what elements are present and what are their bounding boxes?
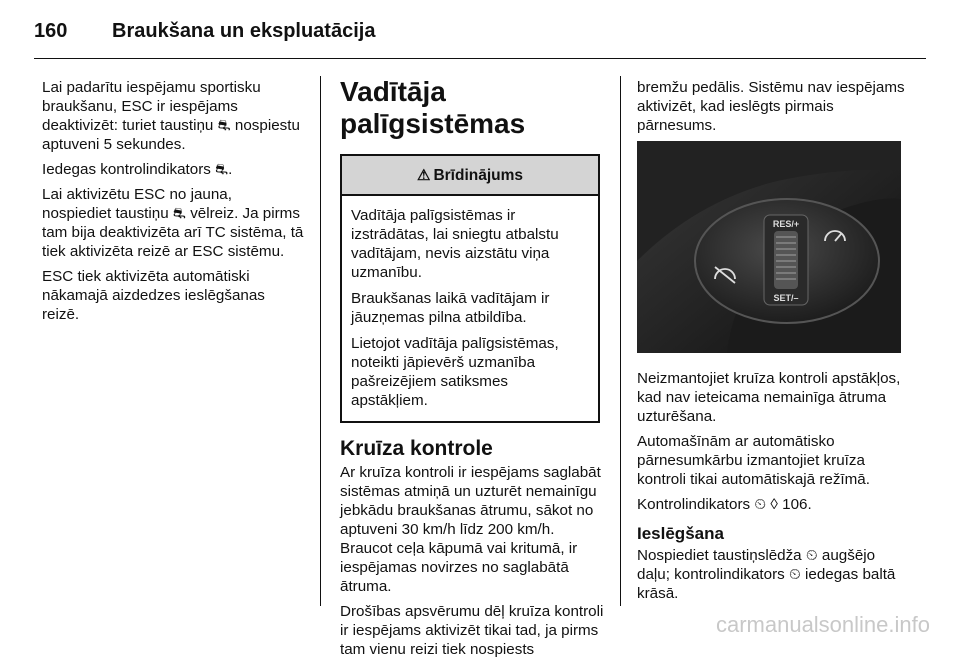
paragraph: Lai aktivizētu ESC no jauna, nospiediet taustiņu ⛐ vēlreiz. Ja pirms tam bija deaktivizēta arī TC sistēma, tā tiek aktivizēta reizē ar ESC sistēmu. — [42, 186, 304, 260]
subsection-heading: Kruīza kontrole — [340, 437, 493, 460]
warning-triangle-icon: ⚠ — [416, 166, 431, 184]
set-label: SET/– — [773, 293, 799, 303]
subsection-heading: Ieslēgšana — [637, 524, 724, 543]
column-divider — [320, 76, 321, 606]
header-rule — [34, 58, 926, 59]
paragraph: Nospiediet taustiņslēdža ⏲ augšējo daļu; kontrolindikators ⏲ iedegas baltā krāsā. — [637, 547, 896, 602]
warning-paragraph: Braukšanas laikā vadītājam ir jāuzņemas pilna atbildība. — [351, 290, 550, 326]
warning-box — [340, 154, 600, 423]
warning-paragraph: Lietojot vadītāja palīgsistēmas, noteikti jāpievērš uzmanība pašreizējiem satiksmes apstākļiem. — [351, 335, 559, 409]
paragraph: Neizmantojiet kruīza kontroli apstākļos, kad nav ieteicama nemainīga ātruma uzturēšana. — [637, 370, 901, 425]
cruise-control-switch-image — [637, 141, 901, 353]
paragraph: Automašīnām ar automātisko pārnesumkārbu izmantojiet kruīza kontroli tikai automātiskajā režīmā. — [637, 433, 870, 488]
column-middle — [340, 76, 604, 665]
page-number: 160 — [34, 20, 68, 42]
watermark: carmanualsonline.info — [715, 612, 930, 637]
paragraph: Kontrolindikators ⏲ ◊ 106. — [637, 496, 812, 513]
warning-header — [342, 156, 598, 196]
paragraph: Ar kruīza kontroli ir iespējams saglabāt sistēmas atmiņā un uzturēt nemainīgu jebkādu braukšanas ātrumu, sākot no aptuveni 30 km/h līdz 200 km/h. Braucot ceļa kāpumā vai kritumā, ir iespējamas novirzes no saglabātā ātruma. — [340, 464, 601, 595]
column-divider — [620, 76, 621, 606]
paragraph: Lai padarītu iespējamu sportisku braukšanu, ESC ir iespējams deaktivizēt: turiet taustiņu ⛐ nospiestu aptuveni 5 sekundes. — [42, 79, 300, 153]
column-right — [637, 78, 907, 609]
column-left — [42, 78, 304, 330]
warning-title: Brīdinājums — [433, 166, 524, 184]
paragraph: Iedegas kontrolindikators ⛐. — [42, 161, 233, 178]
section-heading: Vadītāja palīgsistēmas — [340, 76, 526, 139]
warning-paragraph: Vadītāja palīgsistēmas ir izstrādātas, lai sniegtu atbalstu vadītājam, nevis aizstātu viņa uzmanību. — [351, 207, 559, 281]
page-header — [34, 20, 375, 43]
paragraph: ESC tiek aktivizēta automātiski nākamajā aizdedzes ieslēgšanas reizē. — [42, 268, 265, 323]
warning-body — [342, 196, 598, 421]
res-label: RES/+ — [772, 219, 800, 229]
steering-wheel-photo — [637, 141, 901, 353]
paragraph: bremžu pedālis. Sistēmu nav iespējams aktivizēt, kad ieslēgts pirmais pārnesums. — [637, 79, 905, 134]
paragraph: Drošības apsvērumu dēļ kruīza kontroli ir iespējams aktivizēt tikai tad, ja pirms tam vienu reizi tiek nospiests — [340, 603, 604, 658]
chapter-title: Braukšana un ekspluatācija — [112, 20, 376, 42]
